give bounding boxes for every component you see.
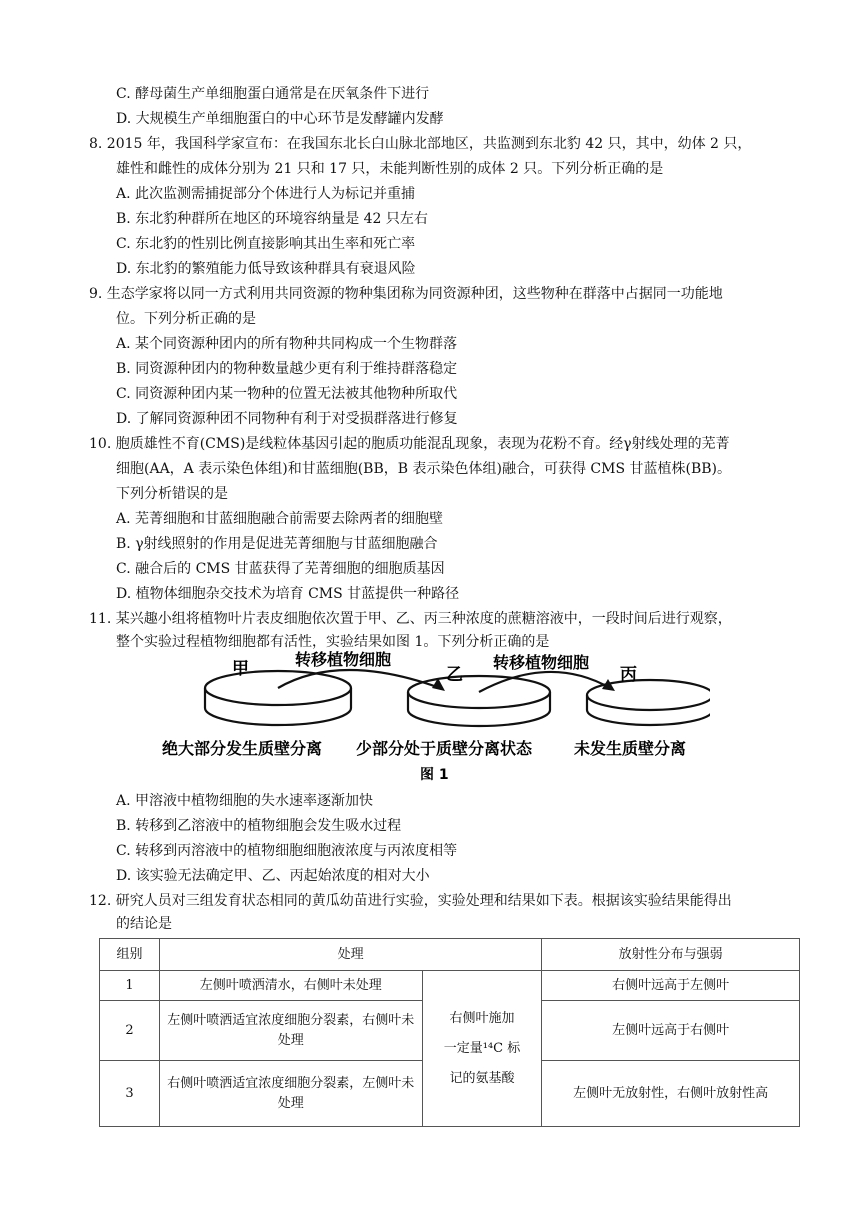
shared-treatment-line: 右侧叶施加 <box>449 1010 515 1026</box>
state-label-bing: 未发生质壁分离 <box>574 739 687 758</box>
q12-stem-cont: 的结论是 <box>116 916 172 932</box>
q8-option-b: B. 东北豹种群所在地区的环境容纳量是 42 只左右 <box>116 211 428 227</box>
row3-group: 3 <box>100 1061 160 1127</box>
figure-1-diagram <box>150 650 710 785</box>
shared-treatment-cell <box>422 971 542 1127</box>
q11-option-a: A. 甲溶液中植物细胞的失水速率逐渐加快 <box>116 793 374 809</box>
dish-label-jia: 甲 <box>232 659 249 679</box>
q10-option-c: C. 融合后的 CMS 甘蓝获得了芜菁细胞的细胞质基因 <box>116 561 445 577</box>
q11-option-c: C. 转移到丙溶液中的植物细胞细胞液浓度与丙浓度相等 <box>116 843 458 859</box>
q9-stem: 9. 生态学家将以同一方式利用共同资源的物种集团称为同资源种团，这些物种在群落中占据同一功能地 <box>89 286 723 302</box>
row1-treatment: 左侧叶喷洒清水，右侧叶未处理 <box>159 971 422 1001</box>
q9-option-d: D. 了解同资源种团不同物种有利于对受损群落进行修复 <box>116 411 458 427</box>
q8-option-a: A. 此次监测需捕捉部分个体进行人为标记并重捕 <box>116 186 416 202</box>
q9-stem-cont: 位。下列分析正确的是 <box>116 311 256 327</box>
q7-option-c: C. 酵母菌生产单细胞蛋白通常是在厌氧条件下进行 <box>116 86 430 102</box>
row2-treatment: 左侧叶喷洒适宜浓度细胞分裂素，右侧叶未处理 <box>159 1001 422 1061</box>
figure-caption: 图 1 <box>420 767 449 783</box>
q10-option-b: B. γ射线照射的作用是促进芜菁细胞与甘蓝细胞融合 <box>116 536 438 552</box>
state-label-yi: 少部分处于质壁分离状态 <box>356 739 533 758</box>
results-table <box>99 938 800 1127</box>
shared-treatment-line: 一定量¹⁴C 标 <box>443 1040 521 1056</box>
arrow-label-1: 转移植物细胞 <box>295 650 392 669</box>
q11-option-b: B. 转移到乙溶液中的植物细胞会发生吸水过程 <box>116 818 402 834</box>
q10-option-a: A. 芜菁细胞和甘蓝细胞融合前需要去除两者的细胞壁 <box>116 511 444 527</box>
dish-label-yi: 乙 <box>446 665 463 685</box>
q7-option-d: D. 大规模生产单细胞蛋白的中心环节是发酵罐内发酵 <box>116 111 444 127</box>
row3-result: 左侧叶无放射性，右侧叶放射性高 <box>542 1061 800 1127</box>
table-row <box>100 971 800 1001</box>
q8-option-c: C. 东北豹的性别比例直接影响其出生率和死亡率 <box>116 236 416 252</box>
table-header-row <box>100 939 800 971</box>
q9-option-a: A. 某个同资源种团内的所有物种共同构成一个生物群落 <box>116 336 458 352</box>
header-group: 组别 <box>100 939 160 971</box>
q12-stem: 12. 研究人员对三组发育状态相同的黄瓜幼苗进行实验，实验处理和结果如下表。根据该实验结果能得出 <box>89 893 732 909</box>
dish-jia <box>205 671 351 725</box>
dish-label-bing: 丙 <box>620 665 637 685</box>
header-result: 放射性分布与强弱 <box>542 939 800 971</box>
row2-result: 左侧叶远高于右侧叶 <box>542 1001 800 1061</box>
shared-treatment-line: 记的氨基酸 <box>449 1070 515 1086</box>
q10-option-d: D. 植物体细胞杂交技术为培育 CMS 甘蓝提供一种路径 <box>116 586 460 602</box>
q8-stem-cont: 雄性和雌性的成体分别为 21 只和 17 只，未能判断性别的成体 2 只。下列分析正确的是 <box>116 161 664 177</box>
q10-stem-cont: 细胞(AA，A 表示染色体组)和甘蓝细胞(BB，B 表示染色体组)融合，可获得 CMS 甘蓝植株(BB)。 <box>116 461 731 477</box>
row1-group: 1 <box>100 971 160 1001</box>
state-label-jia: 绝大部分发生质壁分离 <box>162 739 323 758</box>
q8-option-d: D. 东北豹的繁殖能力低导致该种群具有衰退风险 <box>116 261 416 277</box>
header-treatment: 处理 <box>159 939 541 971</box>
q11-option-d: D. 该实验无法确定甲、乙、丙起始浓度的相对大小 <box>116 868 430 884</box>
row2-group: 2 <box>100 1001 160 1061</box>
q9-option-c: C. 同资源种团内某一物种的位置无法被其他物种所取代 <box>116 386 458 402</box>
q11-stem-cont: 整个实验过程植物细胞都有活性，实验结果如图 1。下列分析正确的是 <box>116 634 550 650</box>
q8-stem: 8. 2015 年，我国科学家宣布：在我国东北长白山脉北部地区，共监测到东北豹 42 只，其中，幼体 2 只， <box>89 136 752 152</box>
row3-treatment: 右侧叶喷洒适宜浓度细胞分裂素，左侧叶未处理 <box>159 1061 422 1127</box>
q10-stem: 10. 胞质雄性不育(CMS)是线粒体基因引起的胞质功能混乱现象，表现为花粉不育。经γ射线处理的芜菁 <box>89 436 730 452</box>
row1-result: 右侧叶远高于左侧叶 <box>542 971 800 1001</box>
q10-stem-cont2: 下列分析错误的是 <box>116 486 228 502</box>
arrow-label-2: 转移植物细胞 <box>493 653 590 672</box>
q11-stem: 11. 某兴趣小组将植物叶片表皮细胞依次置于甲、乙、丙三种浓度的蔗糖溶液中，一段时间后进行观察， <box>89 611 732 627</box>
q9-option-b: B. 同资源种团内的物种数量越少更有利于维持群落稳定 <box>116 361 458 377</box>
